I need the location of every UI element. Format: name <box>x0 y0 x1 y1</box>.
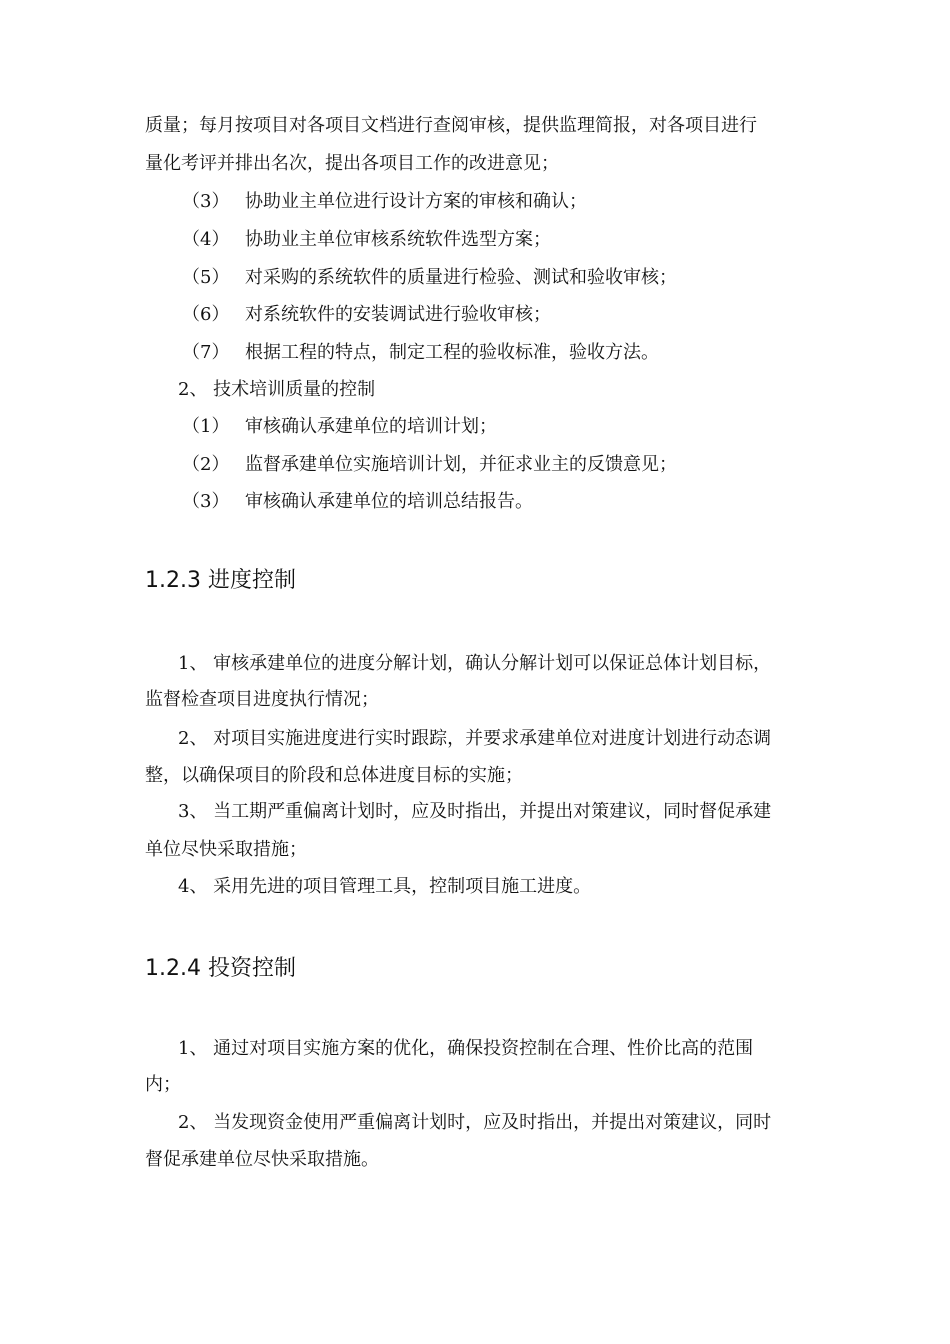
section-heading: 1.2.3 进度控制 <box>145 568 296 593</box>
list-item <box>182 414 497 440</box>
list-item-label: （3） <box>182 191 230 212</box>
subsection-title: 2、 技术培训质量的控制 <box>178 379 376 400</box>
paragraph-line: 督促承建单位尽快采取措施。 <box>145 1149 379 1170</box>
list-item-text: 协助业主单位审核系统软件选型方案； <box>245 229 551 250</box>
paragraph-line: 3、 当工期严重偏离计划时，应及时指出，并提出对策建议，同时督促承建 <box>178 801 772 822</box>
paragraph-line: 监督检查项目进度执行情况； <box>145 689 379 710</box>
list-item <box>182 189 587 215</box>
list-item <box>182 340 659 366</box>
list-item-label: （5） <box>182 267 230 288</box>
paragraph-line: 单位尽快采取措施； <box>145 839 307 860</box>
list-item-text: 协助业主单位进行设计方案的审核和确认； <box>245 191 587 212</box>
list-item <box>182 302 551 328</box>
list-item <box>182 452 677 478</box>
paragraph-line: 质量；每月按项目对各项目文档进行查阅审核，提供监理简报，对各项目进行 <box>145 115 757 136</box>
paragraph-line: 4、 采用先进的项目管理工具，控制项目施工进度。 <box>178 876 592 897</box>
list-item-text: 对系统软件的安装调试进行验收审核； <box>245 304 551 325</box>
list-item-text: 根据工程的特点，制定工程的验收标准，验收方法。 <box>245 342 659 363</box>
list-item-text: 对采购的系统软件的质量进行检验、测试和验收审核； <box>245 267 677 288</box>
paragraph-line: 内； <box>145 1074 181 1095</box>
paragraph-line: 1、 通过对项目实施方案的优化，确保投资控制在合理、性价比高的范围 <box>178 1038 754 1059</box>
list-item <box>182 227 551 253</box>
section-heading: 1.2.4 投资控制 <box>145 956 296 981</box>
paragraph-line: 2、 对项目实施进度进行实时跟踪，并要求承建单位对进度计划进行动态调 <box>178 728 772 749</box>
list-item-text: 审核确认承建单位的培训计划； <box>245 416 497 437</box>
list-item-label: （7） <box>182 342 230 363</box>
paragraph-line: 量化考评并排出名次，提出各项目工作的改进意见； <box>145 153 559 174</box>
list-item-label: （1） <box>182 416 230 437</box>
list-item-label: （6） <box>182 304 230 325</box>
list-item-label: （3） <box>182 491 230 512</box>
list-item-text: 审核确认承建单位的培训总结报告。 <box>245 491 533 512</box>
list-item-label: （4） <box>182 229 230 250</box>
list-item <box>182 489 533 515</box>
list-item-label: （2） <box>182 454 230 475</box>
paragraph-line: 1、 审核承建单位的进度分解计划，确认分解计划可以保证总体计划目标， <box>178 653 772 674</box>
paragraph-line: 整，以确保项目的阶段和总体进度目标的实施； <box>145 765 523 786</box>
list-item <box>182 265 677 291</box>
list-item-text: 监督承建单位实施培训计划，并征求业主的反馈意见； <box>245 454 677 475</box>
paragraph-line: 2、 当发现资金使用严重偏离计划时，应及时指出，并提出对策建议，同时 <box>178 1112 772 1133</box>
